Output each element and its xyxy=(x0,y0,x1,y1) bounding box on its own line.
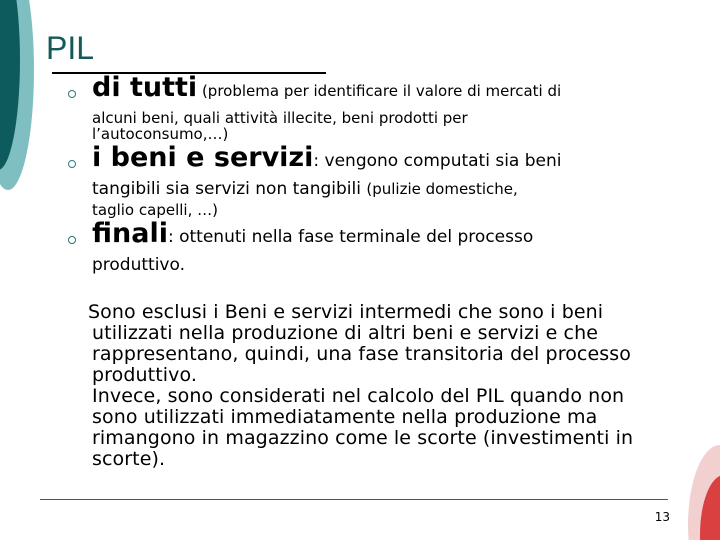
bullet-3-line-1 xyxy=(92,218,534,249)
bullet-1-line-3: l’autoconsumo,…) xyxy=(92,125,229,143)
bullet-3-line-2: produttivo. xyxy=(92,255,185,275)
bullet-2-term: i beni e servizi xyxy=(92,142,314,173)
bullet-2-line-3: taglio capelli, …) xyxy=(92,201,218,219)
slide-title: PIL xyxy=(46,30,95,66)
paragraph-line: rappresentano, quindi, una fase transitoria del processo xyxy=(92,343,631,365)
bullet-3-rest: : ottenuti nella fase terminale del processo xyxy=(167,227,534,247)
bullet-1-line-1 xyxy=(92,72,562,103)
bullet-2-line-2a: tangibili sia servizi non tangibili xyxy=(92,179,367,199)
bullet-1-term: di tutti xyxy=(92,72,198,103)
paragraph-line: scorte). xyxy=(92,448,166,470)
bullet-circle-icon xyxy=(68,160,76,168)
bullet-3-term: finali xyxy=(92,218,168,249)
paragraph-line: Invece, sono considerati nel calcolo del PIL quando non xyxy=(92,385,625,407)
paragraph-line: utilizzati nella produzione di altri beni e servizi e che xyxy=(92,322,599,344)
bullet-circle-icon xyxy=(68,236,76,244)
page-number: 13 xyxy=(654,510,670,524)
paragraph-line: rimangono in magazzino come le scorte (investimenti in xyxy=(92,427,634,449)
paragraph-line: sono utilizzati immediatamente nella produzione ma xyxy=(92,406,598,428)
bullet-circle-icon xyxy=(68,90,76,98)
bullet-2-line-1 xyxy=(92,142,562,173)
bullet-2-line-2b: (pulizie domestiche, xyxy=(366,180,518,198)
bullet-1-line-2: alcuni beni, quali attività illecite, beni prodotti per xyxy=(92,109,468,127)
paragraph-line: produttivo. xyxy=(92,364,198,386)
bullet-2-rest: : vengono computati sia beni xyxy=(313,151,562,171)
body-paragraph xyxy=(88,301,634,470)
bullet-2-line-2 xyxy=(92,181,518,197)
paragraph-line: Sono esclusi i Beni e servizi intermedi che sono i beni xyxy=(88,301,604,323)
footer-divider xyxy=(40,499,668,500)
bullet-1-paren: (problema per identificare il valore di mercati di xyxy=(197,82,562,100)
